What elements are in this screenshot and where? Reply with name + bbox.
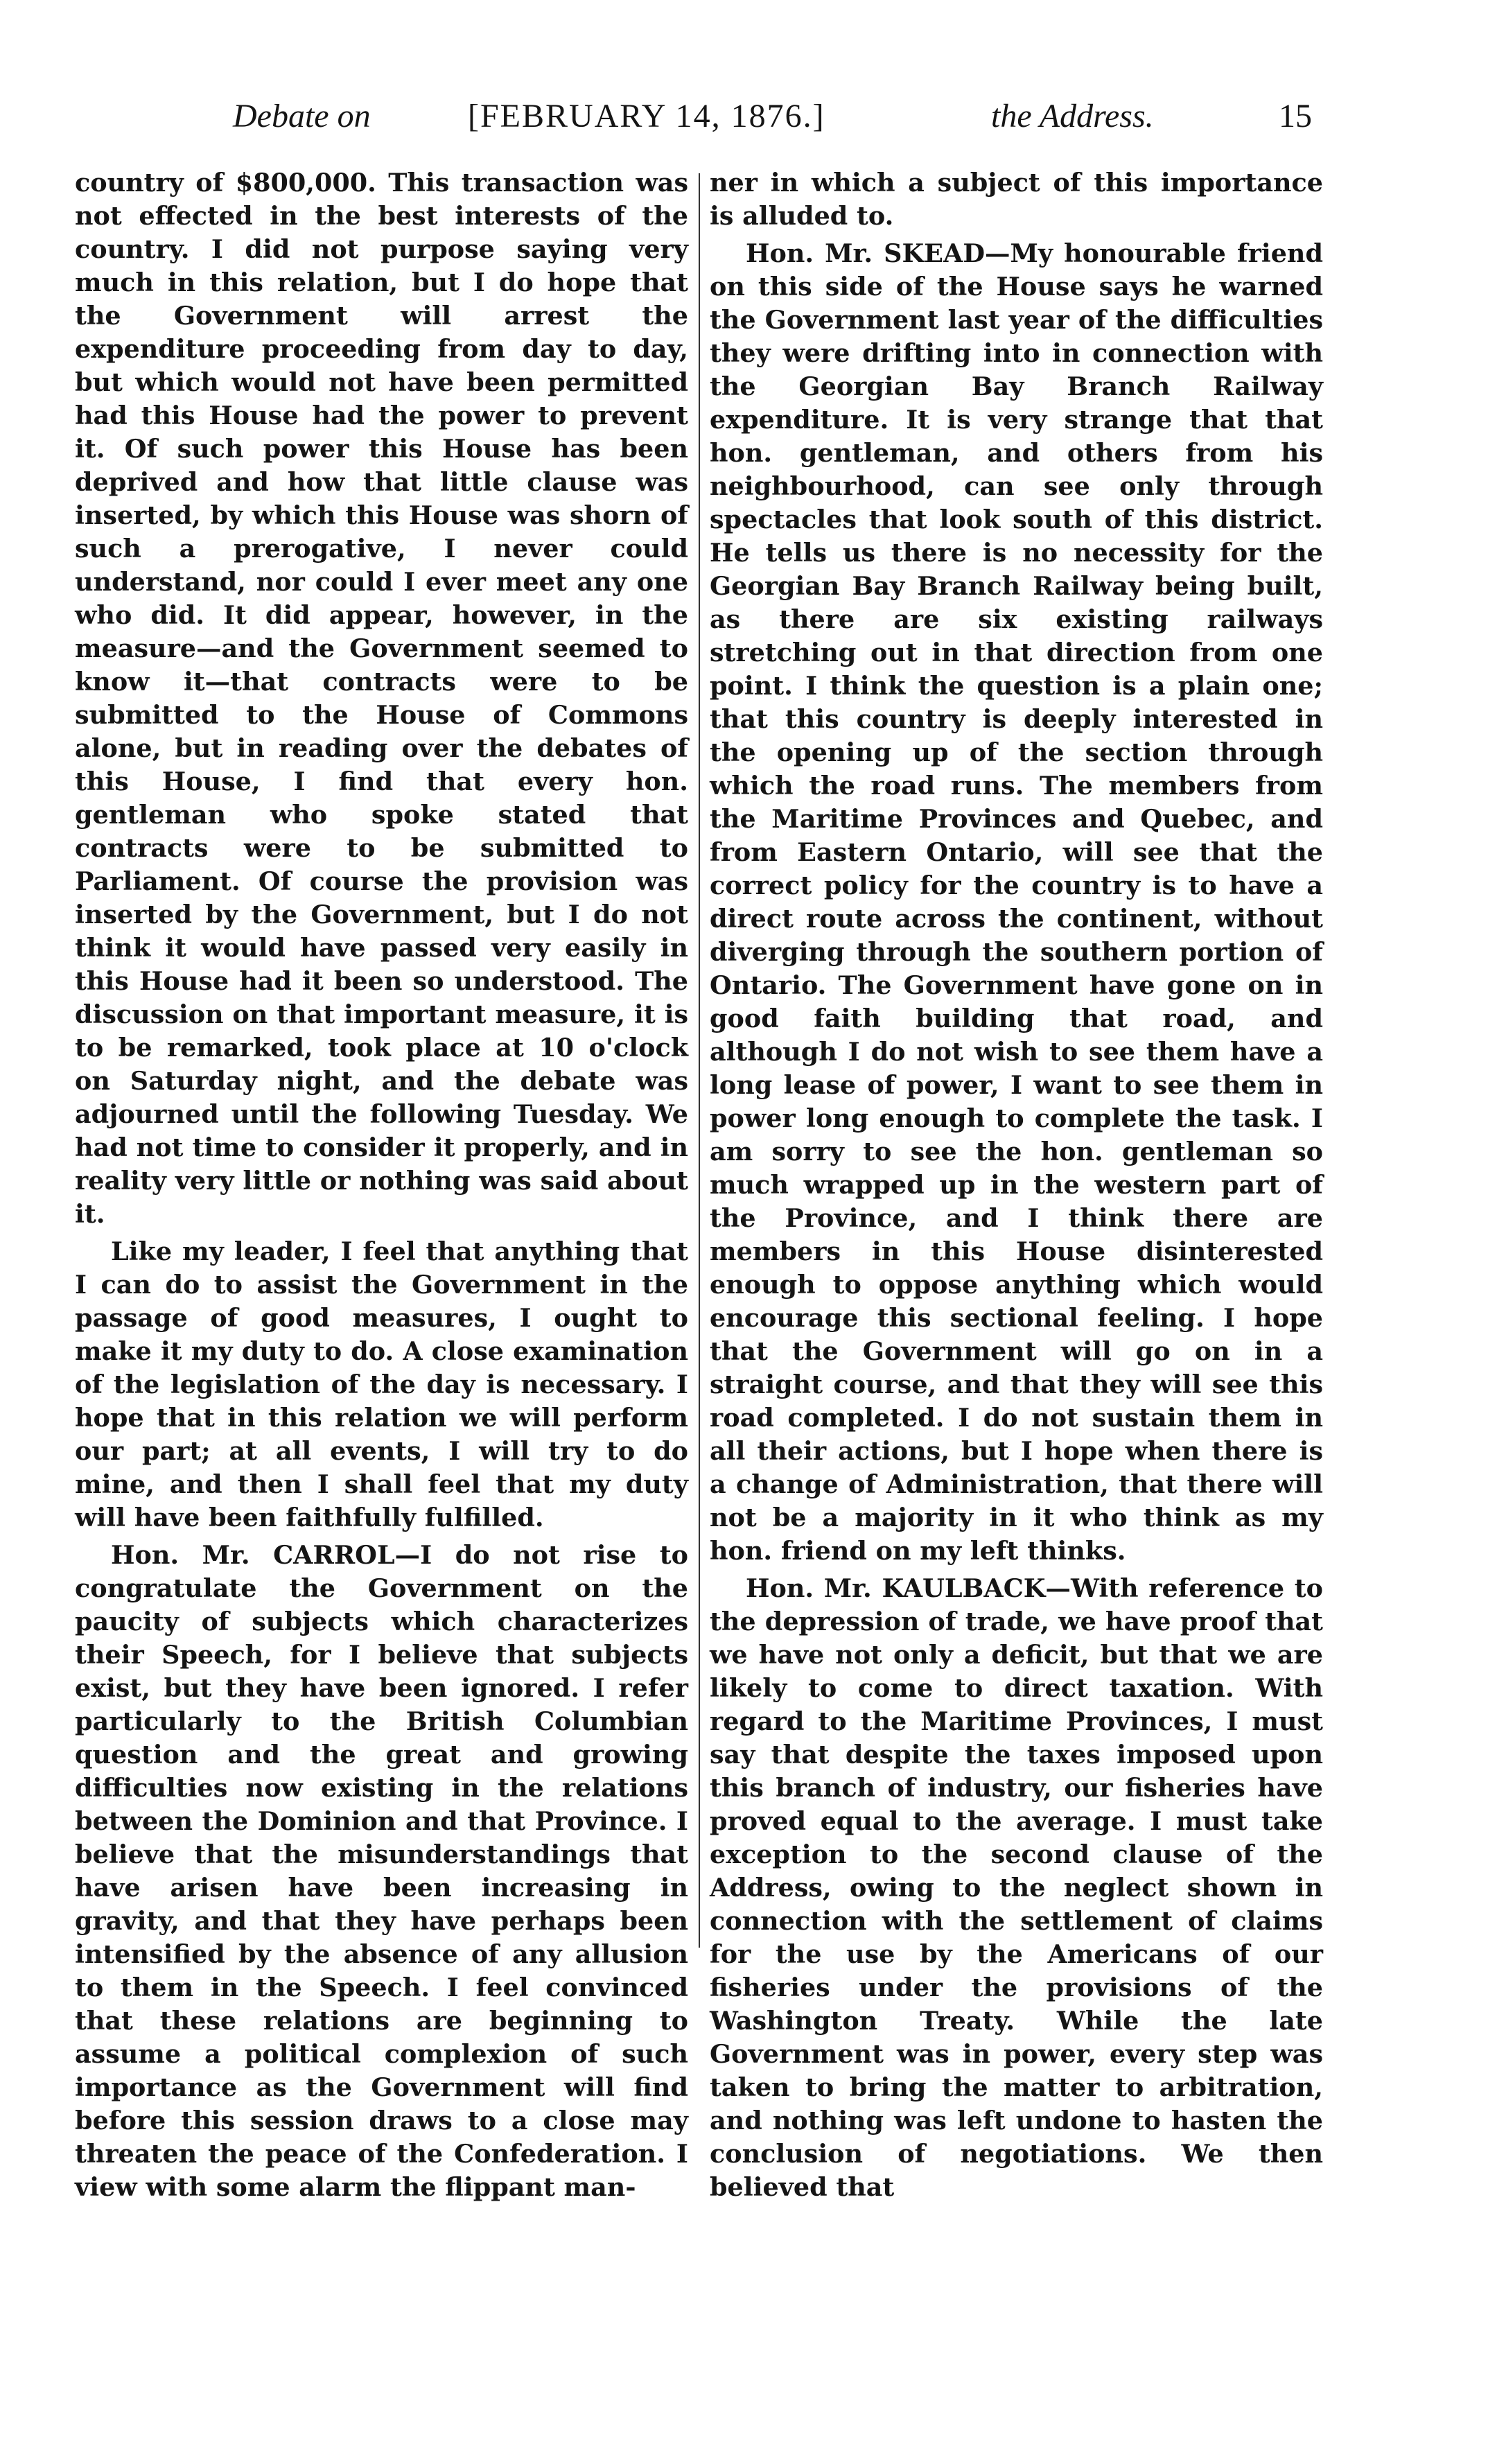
right-column [710, 166, 1323, 2204]
paragraph: ner in which a subject of this importance is alluded to. [710, 168, 1323, 231]
header-left: Debate on [233, 98, 371, 134]
column-divider [699, 173, 700, 1948]
header-right: the Address. [991, 98, 1154, 134]
header-date: [FEBRUARY 14, 1876.] [468, 98, 825, 134]
paragraph: country of $800,000. This transaction was not effected in the best interests of the country. I did not purpose saying very much in this relation, but I do hope that the Government will arrest the expenditure proceeding from day to day, but which would not have been permitted had this House had the power to prevent it. Of such power this House has been deprived and how that little clause was inserted, by which this House was shorn of such a prerogative, I never could understand, nor could I ever meet any one who did. It did appear, however, in the measure—and the Government seemed to know it—that contracts were to be submitted to the House of Commons alone, but in reading over the debates of this House, I find that every hon. gentleman who spoke stated that contracts were to be submitted to Parliament. Of course the provision was inserted by the Government, but I do not think it would have passed very easily in this House had it been so understood. The discussion on that important measure, it is to be remarked, took place at 10 o'clock on Saturday night, and the debate was adjourned until the following Tuesday. We had not time to consider it properly, and in reality very little or nothing was said about it. [75, 168, 688, 1229]
left-column [75, 166, 688, 2204]
page-number: 15 [1279, 98, 1312, 134]
paragraph: Hon. Mr. KAULBACK—With reference to the depression of trade, we have proof that we have not only a deficit, but that we are likely to come to direct taxation. With regard to the Maritime Provinces, I must say that despite the taxes imposed upon this branch of industry, our fisheries have proved equal to the average. I must take exception to the second clause of the Address, owing to the neglect shown in connection with the settlement of claims for the use by the Americans of our fisheries under the provisions of the Washington Treaty. While the late Government was in power, every step was taken to bring the matter to arbitration, and nothing was left undone to hasten the conclusion of negotiations. We then believed that [710, 1573, 1323, 2202]
paragraph: Hon. Mr. CARROL—I do not rise to congratulate the Government on the paucity of subjects which characterizes their Speech, for I believe that subjects exist, but they have been ignored. I refer particularly to the British Columbian question and the great and growing difficulties now existing in the relations between the Dominion and that Province. I believe that the misunderstandings that have arisen have been increasing in gravity, and that they have perhaps been intensified by the absence of any allusion to them in the Speech. I feel convinced that these relations are beginning to assume a political complexion of such importance as the Government will find before this session draws to a close may threaten the peace of the Confederation. I view with some alarm the flippant man- [75, 1540, 688, 2202]
paragraph: Like my leader, I feel that anything that I can do to assist the Government in the passage of good measures, I ought to make it my duty to do. A close examination of the legislation of the day is necessary. I hope that in this relation we will perform our part; at all events, I will try to do mine, and then I shall feel that my duty will have been faithfully fulfilled. [75, 1237, 688, 1532]
running-header [76, 89, 1331, 144]
paragraph: Hon. Mr. SKEAD—My honourable friend on this side of the House says he warned the Government last year of the difficulties they were drifting into in connection with the Georgian Bay Branch Railway expenditure. It is very strange that that hon. gentleman, and others from his neighbourhood, can see only through spectacles that look south of this district. He tells us there is no necessity for the Georgian Bay Branch Railway being built, as there are six existing railways stretching out in that direction from one point. I think the question is a plain one; that this country is deeply interested in the opening up of the section through which the road runs. The members from the Maritime Provinces and Quebec, and from Eastern Ontario, will see that the correct policy for the country is to have a direct route across the continent, without diverging through the southern portion of Ontario. The Government have gone on in good faith building that road, and although I do not wish to see them have a long lease of power, I want to see them in power long enough to complete the task. I am sorry to see the hon. gentleman so much wrapped up in the western part of the Province, and I think there are members in this House disinterested enough to oppose anything which would encourage this sectional feeling. I hope that the Government will go on in a straight course, and that they will see this road completed. I do not sustain them in all their actions, but I hope when there is a change of Administration, that there will not be a majority in it who think as my hon. friend on my left thinks. [710, 238, 1323, 1566]
